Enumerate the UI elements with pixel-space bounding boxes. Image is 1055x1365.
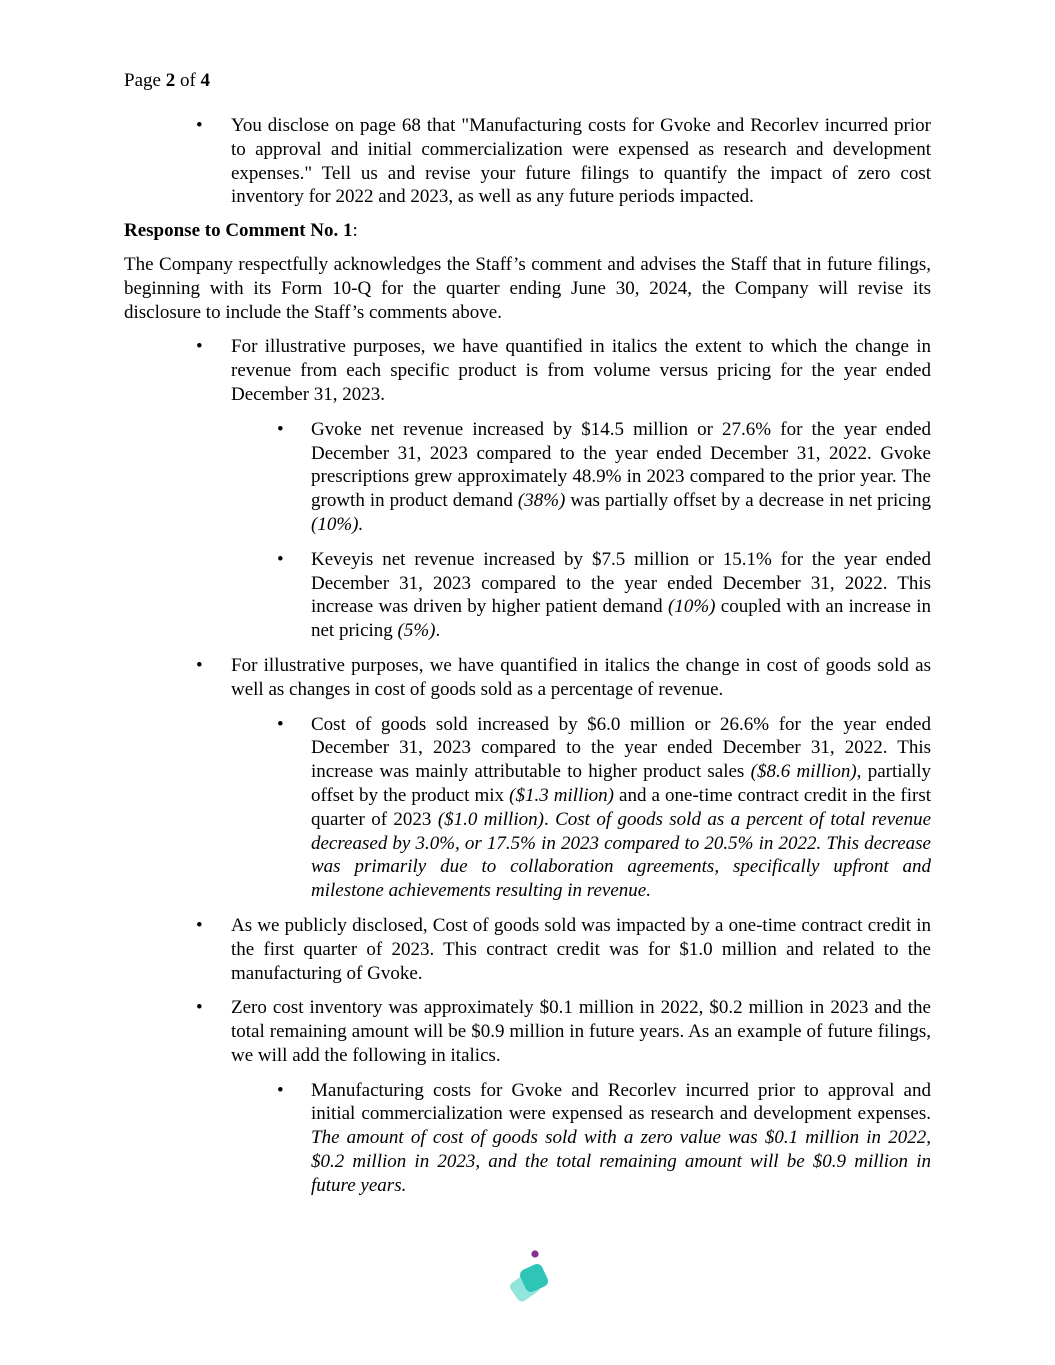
contract-credit-bullet: • As we publicly disclosed, Cost of goods sold was impacted by a one-time contract credit in the first quarter of 2023. This contract credit was for $1.0 million and related to the manufacturing of Gvoke.: [196, 914, 931, 984]
response-paragraph: The Company respectfully acknowledges the Staff’s comment and advises the Staff that in future filings, beginning with its Form 10-Q for the quarter ending June 30, 2024, the Company will revise its disclosure to include the Staff’s comments above.: [124, 253, 931, 323]
zero-cost-bullet: • Zero cost inventory was approximately $0.1 million in 2022, $0.2 million in 2023 and the total remaining amount will be $0.9 million in future years. As an example of future filings, we will add the following in italics.: [196, 997, 931, 1066]
bullet-icon: •: [277, 548, 284, 570]
bullet-icon: •: [196, 336, 203, 358]
response-heading: Response to Comment No. 1:: [124, 220, 358, 242]
bullet-icon: •: [196, 115, 203, 136]
comment-bullet: • You disclose on page 68 that "Manufacturing costs for Gvoke and Recorlev incurred prior to approval and initial commercialization were expensed as research and development expenses." Tell us and revise your future filings to quantify the impact of zero cost inventory for 2022 and 2023, as well as any future periods impacted.: [196, 115, 931, 208]
bullet-icon: •: [277, 713, 284, 735]
zero-cost-example-bullet: • Manufacturing costs for Gvoke and Recorlev incurred prior to approval and initial commercialization were expensed as research and development expenses. The amount of cost of goods sold with a zero value was $0.1 million in 2022, $0.2 million in 2023, and the total remaining amount will be $0.9 million in future years.: [277, 1079, 931, 1196]
gvoke-revenue-bullet: • Gvoke net revenue increased by $14.5 million or 27.6% for the year ended December 31, 2023 compared to the year ended December 31, 2022. Gvoke prescriptions grew approximately 48.9% in 2023 compared to the prior year. The growth in product demand (38%) was partially offset by a decrease in net pricing (10%).: [277, 418, 931, 535]
bullet-icon: •: [196, 914, 203, 936]
bullet-icon: •: [277, 418, 284, 440]
keveyis-revenue-bullet: • Keveyis net revenue increased by $7.5 million or 15.1% for the year ended December 31, 2023 compared to the year ended December 31, 2022. This increase was driven by higher patient demand (10%) coupled with an increase in net pricing (5%).: [277, 548, 931, 642]
cogs-detail-bullet: • Cost of goods sold increased by $6.0 million or 26.6% for the year ended December 31, 2023 compared to the year ended December 31, 2022. This increase was mainly attributable to higher product sales ($8.6 million), partially offset by the product mix ($1.3 million) and a one-time contract credit in the first quarter of 2023 ($1.0 million). Cost of goods sold as a percent of total revenue decreased by 3.0%, or 17.5% in 2023 compared to 20.5% in 2022. This decrease was primarily due to collaboration agreements, specifically upfront and milestone achievements resulting in revenue.: [277, 713, 931, 902]
page-total: 4: [200, 70, 211, 91]
page-number: Page 2 of 4: [124, 70, 211, 91]
bullet-icon: •: [196, 654, 203, 676]
revenue-bullet: • For illustrative purposes, we have quantified in italics the extent to which the change in revenue from each specific product is from volume versus pricing for the year ended December 31, 2023.: [196, 336, 931, 405]
page-current: 2: [165, 70, 176, 91]
bullet-icon: •: [196, 997, 203, 1019]
bullet-icon: •: [277, 1079, 284, 1101]
company-logo-icon: [502, 1248, 554, 1306]
logo-dot: [531, 1250, 538, 1257]
cogs-bullet: • For illustrative purposes, we have quantified in italics the change in cost of goods sold as well as changes in cost of goods sold as a percentage of revenue.: [196, 654, 931, 700]
document-body: [124, 114, 931, 1198]
